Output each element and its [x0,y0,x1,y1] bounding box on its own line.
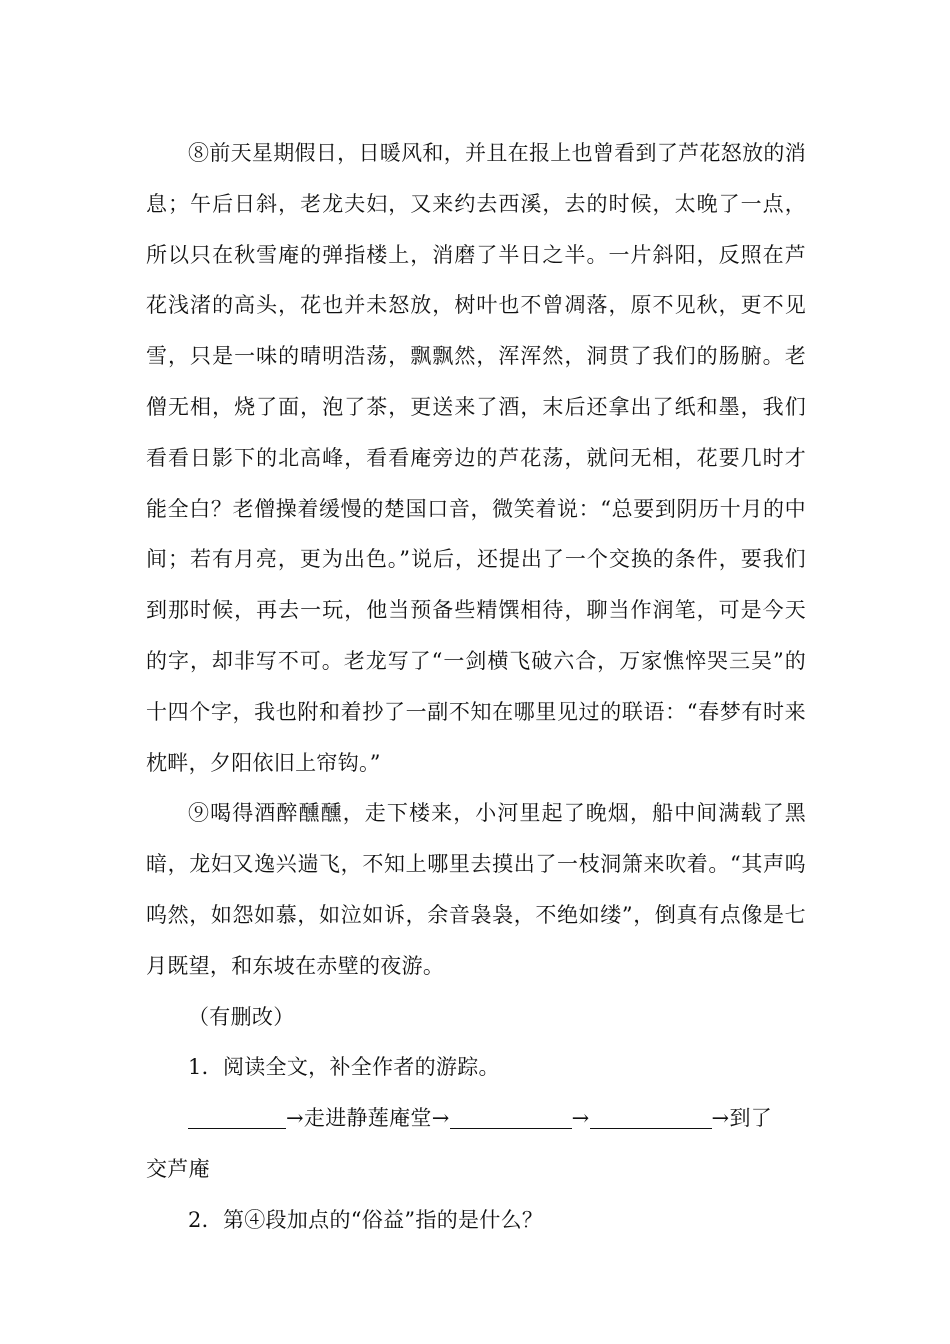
source-note: （有删改） [188,1004,295,1029]
paragraph-9: ⑨喝得酒醉醺醺，走下楼来，小河里起了晚烟，船中间满载了黑暗，龙妇又逸兴遄飞，不知上哪里去摸出了一枝洞箫来吹着。“其声呜呜然，如怨如慕，如泣如诉，余音袅袅，不绝如缕”，倒真有点像是七月既望，和东坡在赤壁的夜游。 [146,801,806,978]
track-step-2: 走进静莲庵堂 [303,1106,432,1131]
question-1-track-tail: 交芦庵 [146,1156,210,1181]
arrow-1: → [286,1106,304,1131]
answer-blank-3[interactable] [590,1106,712,1129]
arrow-4: → [711,1106,730,1131]
question-2: 2．第④段加点的“俗益”指的是什么？ [188,1207,544,1232]
answer-blank-1[interactable] [188,1106,286,1129]
paragraph-8: ⑧前天星期假日，日暖风和，并且在报上也曾看到了芦花怒放的消息；午后日斜，老龙夫妇，又来约去西溪，去的时候，太晚了一点，所以只在秋雪庵的弹指楼上，消磨了半日之半。一片斜阳，反照在芦花浅渚的高头，花也并未怒放，树叶也不曾凋落，原不见秋，更不见雪，只是一味的晴明浩荡，飘飘然，浑浑然，洞贯了我们的肠腑。老僧无相，烧了面，泡了茶，更送来了酒，末后还拿出了纸和墨，我们看看日影下的北高峰，看看庵旁边的芦花荡，就问无相，花要几时才能全白？老僧操着缓慢的楚国口音，微笑着说：“总要到阴历十月的中间；若有月亮，更为出色。”说后，还提出了一个交换的条件，要我们到那时候，再去一玩，他当预备些精馔相待，聊当作润笔，可是今天的字，却非写不可。老龙写了“一剑横飞破六合，万家憔悴哭三吴”的十四个字，我也附和着抄了一副不知在哪里见过的联语：“春梦有时来枕畔，夕阳依旧上帘钩。” [146,141,806,775]
answer-blank-2[interactable] [450,1106,572,1129]
track-step-last: 到了 [729,1106,773,1131]
document-body [146,128,806,1246]
arrow-2: → [431,1106,450,1131]
question-1-track [146,1093,806,1144]
question-1: 1．阅读全文，补全作者的游踪。 [188,1055,500,1080]
arrow-3: → [571,1106,590,1131]
